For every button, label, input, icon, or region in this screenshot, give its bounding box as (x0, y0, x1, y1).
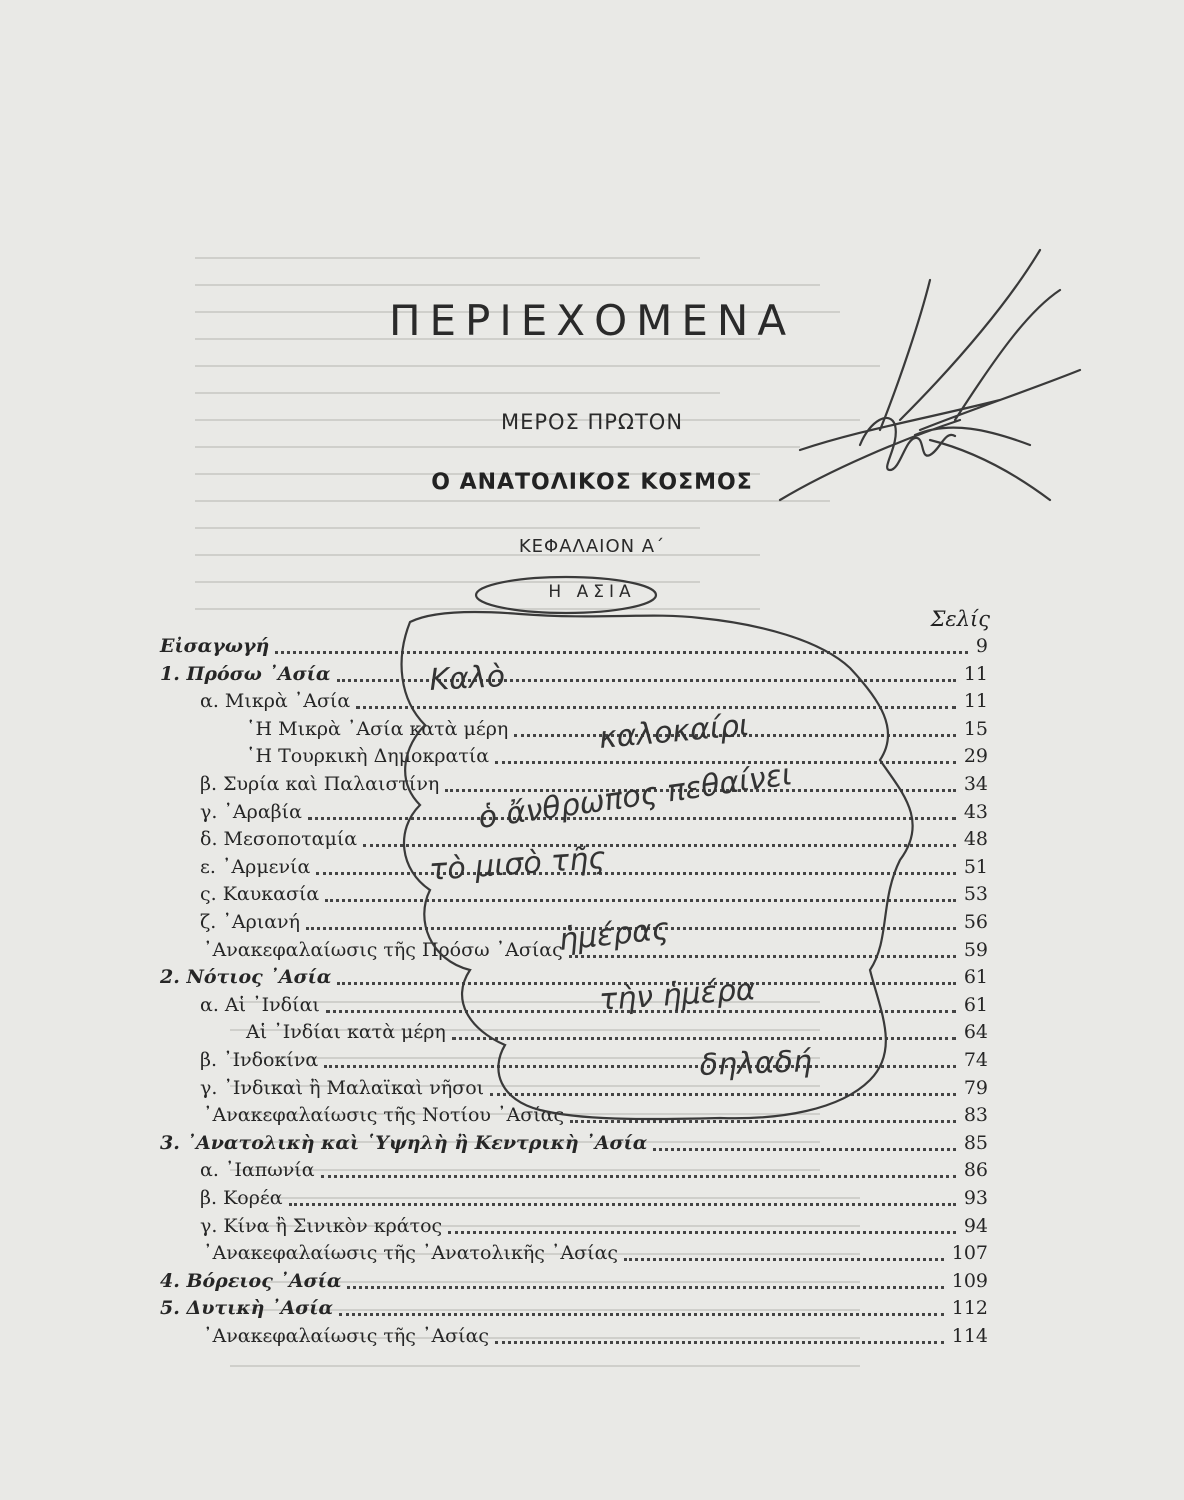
toc-row (0, 1184, 1184, 1212)
toc-row (0, 1294, 1184, 1322)
handwritten-line: τὸ μισὸ τῆς (428, 840, 607, 888)
toc-page-number: 114 (951, 1325, 988, 1347)
dot-leader (624, 1256, 944, 1261)
dot-leader (653, 1146, 956, 1151)
toc-page-number: 83 (963, 1104, 988, 1127)
toc-page-number: 61 (963, 993, 988, 1016)
toc-page-number: 61 (963, 966, 988, 989)
toc-entry-text: γ. ᾿Ινδικαὶ ἢ Μαλαϊκαὶ νῆσοι (200, 1076, 485, 1099)
toc-row (0, 687, 1184, 715)
dot-leader (445, 787, 956, 792)
toc-entry-text: ῾Η Τουρκικὴ Δημοκρατία (246, 745, 490, 768)
toc-page-number: 34 (963, 773, 988, 795)
toc-entry-text: 4. Βόρειος ᾿Ασία (160, 1269, 342, 1292)
dot-leader (448, 1229, 956, 1234)
toc-page-number: 85 (963, 1131, 988, 1154)
toc-entry-text: γ. Κίνα ἢ Σινικὸν κράτος (200, 1214, 443, 1237)
toc-page-number: 56 (963, 911, 988, 933)
toc-row (0, 715, 1184, 743)
toc-row (0, 660, 1184, 688)
dot-leader (514, 732, 956, 737)
toc-page-number: 93 (963, 1187, 988, 1209)
dot-leader (316, 870, 956, 875)
toc-row (0, 742, 1184, 770)
toc-entry-text: α. Αἱ ᾿Ινδίαι (200, 993, 320, 1016)
toc-row (0, 936, 1184, 964)
toc-entry-text: β. Κορέα (200, 1187, 283, 1209)
handwritten-line: δηλαδή (699, 1044, 813, 1083)
toc-entry-text: ᾿Ανακεφαλαίωσις τῆς ᾿Ασίας (203, 1325, 490, 1347)
dot-leader (347, 1284, 944, 1289)
toc-entry-text: 2. Νότιος ᾿Ασία (160, 966, 332, 989)
toc-page-number: 79 (963, 1076, 988, 1099)
toc-entry-text: ῾Η Μικρὰ ᾿Ασία κατὰ μέρη (246, 717, 509, 740)
dot-leader (356, 704, 956, 709)
toc-page-number: 9 (975, 635, 988, 657)
part-heading: ΜΕΡΟΣ ΠΡΩΤΟΝ (500, 410, 684, 434)
dot-leader (326, 1008, 956, 1013)
handwritten-line: Καλὸ (428, 659, 506, 698)
dot-leader (306, 925, 956, 930)
toc-entry-text: δ. Μεσοποταμία (200, 828, 358, 851)
toc-page-number: 51 (963, 855, 988, 878)
dot-leader (569, 953, 956, 958)
dot-leader (321, 1173, 956, 1178)
toc-page-number: 74 (963, 1049, 988, 1071)
toc-row (0, 1101, 1184, 1129)
dot-leader (337, 677, 956, 682)
toc-entry-text: β. ᾿Ινδοκίνα (200, 1049, 319, 1071)
toc-entry-text: Αἱ ᾿Ινδίαι κατὰ μέρη (246, 1021, 446, 1044)
toc-row (0, 1156, 1184, 1184)
dot-leader (363, 842, 956, 847)
toc-row (0, 1322, 1184, 1350)
toc-page-number: 112 (951, 1297, 988, 1320)
toc-page-number: 43 (963, 800, 988, 823)
toc-row (0, 853, 1184, 881)
toc-entry-text: 5. Δυτικὴ ᾿Ασία (160, 1297, 334, 1320)
dot-leader (325, 897, 956, 902)
dot-leader (495, 759, 956, 764)
toc-entry-text: 1. Πρόσω ᾿Ασία (160, 662, 331, 685)
dot-leader (324, 1063, 956, 1068)
toc-entry-text: α. ᾿Ιαπωνία (200, 1159, 315, 1182)
dot-leader (495, 1339, 944, 1344)
chapter-title: Η ΑΣΙΑ (548, 582, 636, 602)
handwritten-line: καλοκαίρι (597, 707, 751, 756)
toc-row (0, 798, 1184, 826)
section-heading: Ο ΑΝΑΤΟΛΙΚΟΣ ΚΟΣΜΟΣ (431, 470, 753, 495)
toc-entry-text: ε. ᾿Αρμενία (200, 855, 311, 878)
toc-row (0, 1129, 1184, 1157)
toc-entry-text: ᾿Ανακεφαλαίωσις τῆς ᾿Ανατολικῆς ᾿Ασίας (203, 1242, 619, 1265)
toc-row (0, 1074, 1184, 1102)
toc-row (0, 1267, 1184, 1295)
toc-row (0, 825, 1184, 853)
toc-row (0, 1212, 1184, 1240)
dot-leader (452, 1035, 956, 1040)
toc-entry-text: β. Συρία καὶ Παλαιστίνη (200, 773, 440, 795)
toc-page-number: 53 (963, 883, 988, 906)
toc-entry-text: ς. Καυκασία (200, 883, 320, 906)
toc-entry-text: ᾿Ανακεφαλαίωσις τῆς Πρόσω ᾿Ασίας (203, 938, 563, 961)
handwritten-line: ὁ ἄνθρωπος πεθαίνει (476, 757, 795, 836)
toc-entry-text: Εἰσαγωγή (160, 635, 270, 657)
toc-row (0, 1018, 1184, 1046)
dot-leader (289, 1201, 956, 1206)
dot-leader (339, 1311, 944, 1316)
toc-row (0, 991, 1184, 1019)
toc-row (0, 908, 1184, 936)
dot-leader (337, 980, 956, 985)
toc-page-number: 109 (951, 1269, 988, 1292)
toc-page-number: 11 (963, 690, 988, 713)
toc-page-number: 86 (963, 1159, 988, 1182)
dot-leader (275, 649, 968, 654)
handwritten-line: ἡμέρας (557, 911, 671, 958)
toc-entry-text: 3. ᾿Ανατολικὴ καὶ ῾Υψηλὴ ἢ Κεντρικὴ ᾿Ασία (160, 1131, 648, 1154)
toc-row (0, 632, 1184, 660)
handwritten-line: τὴν ἡμέρα (598, 972, 757, 1018)
toc-page-number: 29 (963, 745, 988, 768)
toc-page-number: 15 (963, 717, 988, 740)
page-title: ΠΕΡΙΕΧΟΜΕΝΑ (388, 296, 796, 345)
toc-row (0, 1046, 1184, 1074)
toc-entry-text: α. Μικρὰ ᾿Ασία (200, 690, 351, 713)
toc-entry-text: ζ. ᾿Αριανή (200, 911, 300, 933)
page-column-label: Σελίς (930, 607, 990, 631)
dot-leader (570, 1118, 956, 1123)
toc-page-number: 48 (963, 828, 988, 851)
dot-leader (490, 1091, 956, 1096)
toc-row (0, 770, 1184, 798)
toc-row (0, 963, 1184, 991)
toc-page-number: 59 (963, 938, 988, 961)
toc-page-number: 64 (963, 1021, 988, 1044)
toc-page-number: 107 (951, 1242, 988, 1265)
toc-row (0, 880, 1184, 908)
toc-entry-text: ᾿Ανακεφαλαίωσις τῆς Νοτίου ᾿Ασίας (203, 1104, 565, 1127)
toc-entry-text: γ. ᾿Αραβία (200, 800, 302, 823)
dot-leader (308, 815, 956, 820)
toc-page-number: 94 (963, 1214, 988, 1237)
chapter-heading: ΚΕΦΑΛΑΙΟΝ Α΄ (518, 536, 666, 557)
toc-page-number: 11 (963, 662, 988, 685)
toc-row (0, 1239, 1184, 1267)
